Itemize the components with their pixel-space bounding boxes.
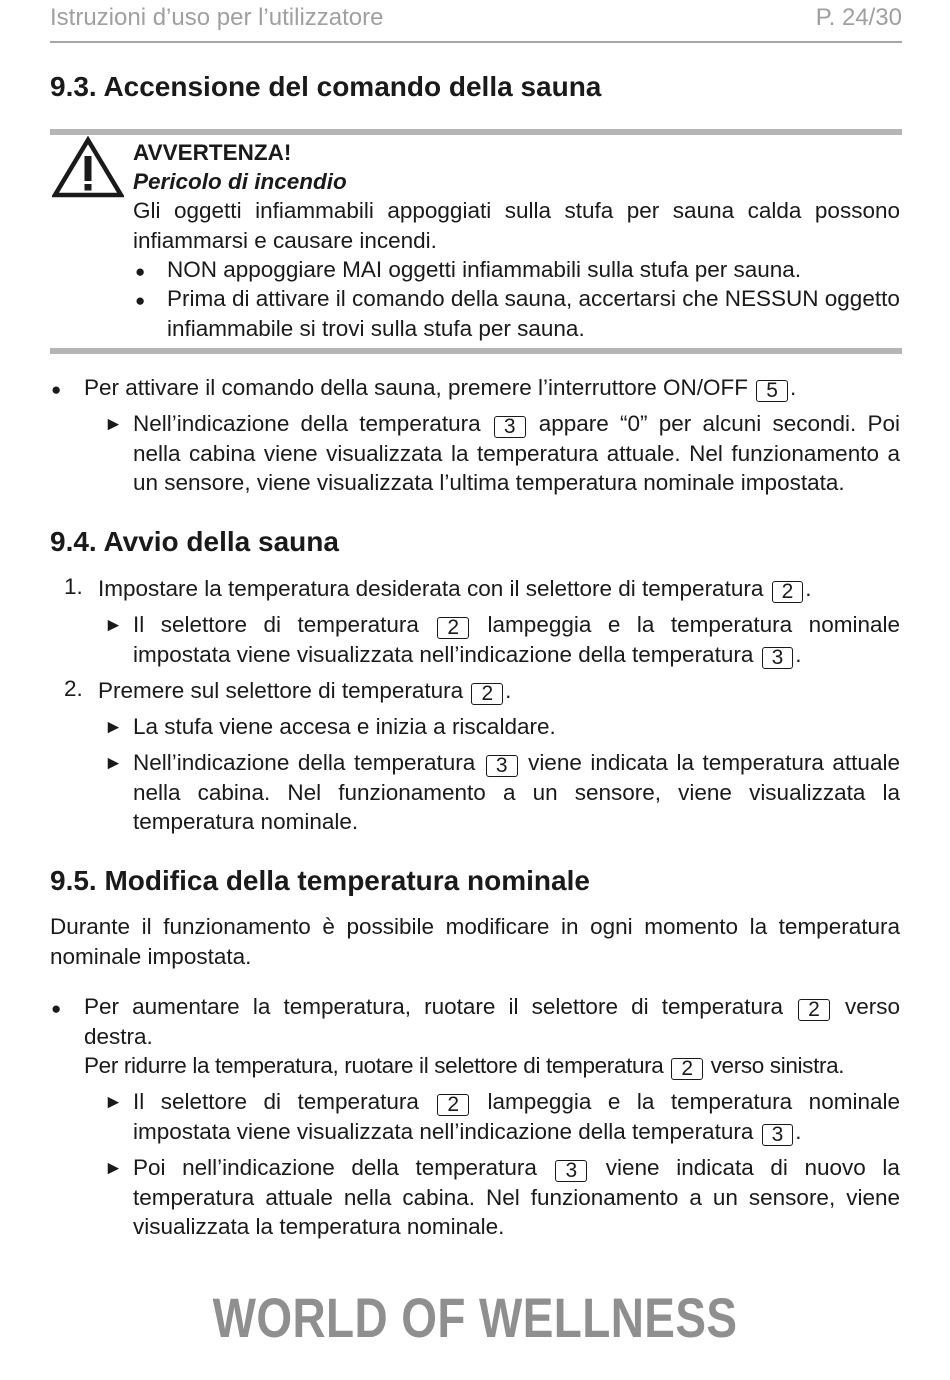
key-label-3: 3 xyxy=(762,1124,794,1146)
warning-heading: AVVERTENZA! xyxy=(133,140,292,165)
bullet-icon: ● xyxy=(135,262,146,281)
section-title-9-5: 9.5. Modifica della temperatura nominale xyxy=(50,865,590,896)
warning-bullet-1: NON appoggiare MAI oggetti infiammabili sulla stufa per sauna. xyxy=(167,257,802,282)
result-arrow-icon: ► xyxy=(104,414,123,435)
key-label-5: 5 xyxy=(756,380,788,402)
key-label-3: 3 xyxy=(486,755,518,777)
warning-bullet-2: Prima di attivare il comando della sauna, accertarsi che NESSUN oggetto infiammabile si trovi sulla stufa per sauna. xyxy=(167,286,900,341)
bullet-icon: ● xyxy=(51,999,62,1018)
step-1-result: Il selettore di temperatura 2 lampeggia e la temperatura nominale impostata viene visualizzata nell’indicazione della temperatura 3 . xyxy=(133,612,900,669)
bullet-icon: ● xyxy=(135,291,146,310)
step-1: Impostare la temperatura desiderata con il selettore di temperatura 2 . xyxy=(98,576,812,603)
result-power-on: Nell’indicazione della temperatura 3 appare “0” per alcuni secondi. Poi nella cabina viene visualizzata la temperatura attuale. Nel funzionamento a un sensore, viene visualizzata l’ultima temperatura nominale impostata. xyxy=(133,411,900,495)
modify-result-1: Il selettore di temperatura 2 lampeggia e la temperatura nominale impostata viene visualizzata nell’indicazione della temperatura 3 . xyxy=(133,1089,900,1146)
key-label-2: 2 xyxy=(471,683,503,705)
header-divider xyxy=(50,41,902,43)
key-label-3: 3 xyxy=(555,1160,587,1182)
result-arrow-icon: ► xyxy=(104,753,123,774)
increase-temperature-step: Per aumentare la temperatura, ruotare il selettore di temperatura 2 verso destra. xyxy=(84,994,900,1049)
bullet-icon: ● xyxy=(51,380,62,399)
step-2-result-1: La stufa viene accesa e inizia a riscaldare. xyxy=(133,714,556,739)
section-title-9-4: 9.4. Avvio della sauna xyxy=(50,526,339,557)
step-2: Premere sul selettore di temperatura 2 . xyxy=(98,678,512,705)
result-arrow-icon: ► xyxy=(104,615,123,636)
key-label-2: 2 xyxy=(437,617,469,639)
page-number: P. 24/30 xyxy=(815,4,902,31)
key-label-2: 2 xyxy=(671,1058,702,1080)
section-intro: Durante il funzionamento è possibile modificare in ogni momento la temperatura nominale impostata. xyxy=(50,914,900,969)
warning-text: Gli oggetti infiammabili appoggiati sulla stufa per sauna calda possono infiammarsi e causare incendi. xyxy=(133,198,900,253)
warning-top-rule xyxy=(50,129,902,135)
page-header xyxy=(50,4,902,44)
key-label-2: 2 xyxy=(437,1094,469,1116)
warning-subheading: Pericolo di incendio xyxy=(133,169,347,194)
brand-logo-text: WORLD OF WELLNESS xyxy=(212,1286,738,1349)
step-number: 2. xyxy=(64,676,83,701)
document-title: Istruzioni d’uso per l’utilizzatore xyxy=(50,4,384,31)
key-label-3: 3 xyxy=(762,647,794,669)
step-power-on: Per attivare il comando della sauna, premere l’interruttore ON/OFF 5 . xyxy=(84,375,797,402)
result-arrow-icon: ► xyxy=(104,1158,123,1179)
decrease-temperature-step: Per ridurre la temperatura, ruotare il selettore di temperatura 2 verso sinistra. xyxy=(84,1053,845,1080)
key-label-2: 2 xyxy=(798,999,830,1021)
result-arrow-icon: ► xyxy=(104,717,123,738)
step-2-result-2: Nell’indicazione della temperatura 3 viene indicata la temperatura attuale nella cabina. Nel funzionamento a un sensore, viene visualizzata la temperatura nominale. xyxy=(133,750,900,834)
key-label-3: 3 xyxy=(494,416,526,438)
section-title-9-3: 9.3. Accensione del comando della sauna xyxy=(50,71,602,102)
step-number: 1. xyxy=(64,574,83,599)
warning-triangle-icon xyxy=(52,136,124,198)
key-label-2: 2 xyxy=(772,581,804,603)
modify-result-2: Poi nell’indicazione della temperatura 3 viene indicata di nuovo la temperatura attuale nella cabina. Nel funzionamento a un sensore, viene visualizzata la temperatura nominale. xyxy=(133,1155,900,1239)
warning-bottom-rule xyxy=(50,348,902,354)
result-arrow-icon: ► xyxy=(104,1092,123,1113)
